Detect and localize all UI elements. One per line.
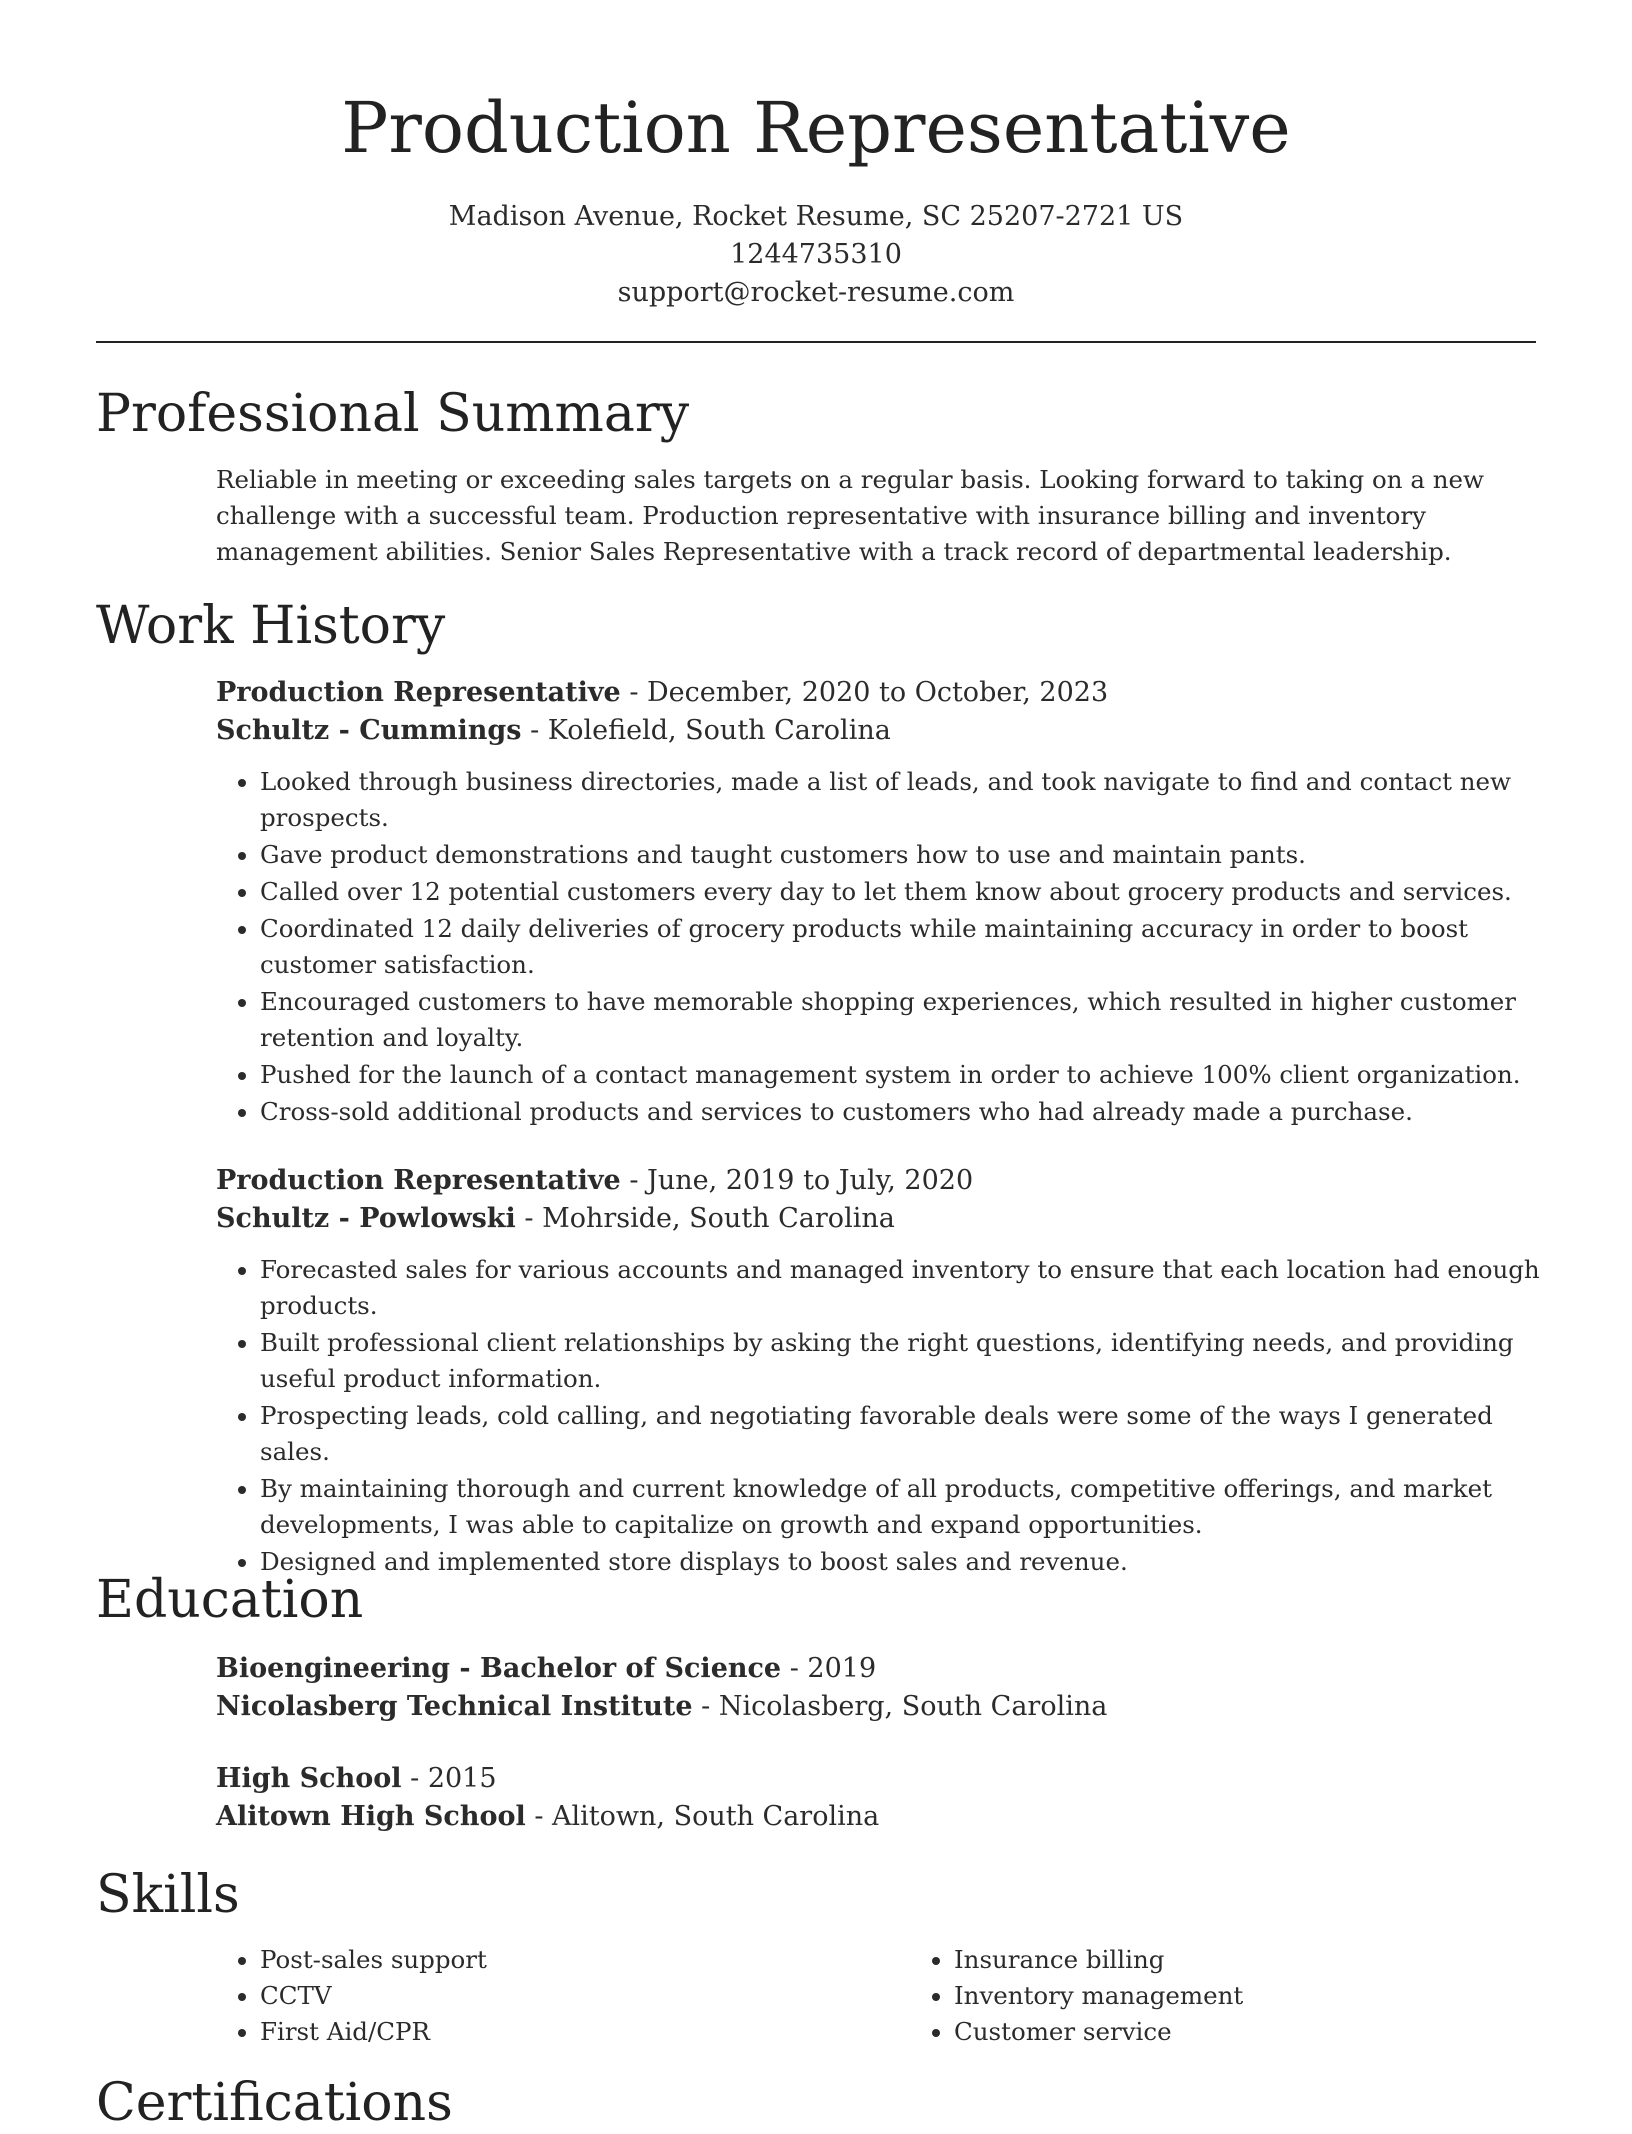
skills-column-right xyxy=(910,1942,1243,2050)
summary-section xyxy=(216,462,1546,570)
degree-line xyxy=(216,1650,1546,1688)
job-company: Schultz - Cummings xyxy=(216,715,522,746)
school-location: - Nicolasberg, South Carolina xyxy=(692,1691,1108,1722)
list-item: • Forecasted sales for various accounts and managed inventory to ensure that each location had enough products. xyxy=(260,1252,1546,1324)
list-item: • By maintaining thorough and current knowledge of all products, competitive offerings, and market developments, I was able to capitalize on growth and expand opportunities. xyxy=(260,1471,1546,1543)
list-item: • Looked through business directories, made a list of leads, and took navigate to find and contact new prospects. xyxy=(260,764,1546,836)
skill-item: • Customer service xyxy=(954,2014,1243,2050)
list-item: • Coordinated 12 daily deliveries of grocery products while maintaining accuracy in order to boost customer satisfaction. xyxy=(260,911,1546,983)
candidate-name: Production Representative xyxy=(341,87,1291,169)
certifications-heading: Certifications xyxy=(96,2073,453,2133)
summary-heading: Professional Summary xyxy=(96,384,690,444)
job-bullets xyxy=(216,1252,1546,1580)
work-history-heading: Work History xyxy=(96,596,446,656)
school-location: - Alitown, South Carolina xyxy=(525,1801,880,1832)
school: Nicolasberg Technical Institute xyxy=(216,1691,693,1722)
list-item: • Gave product demonstrations and taught customers how to use and maintain pants. xyxy=(260,837,1546,873)
job-company: Schultz - Powlowski xyxy=(216,1203,516,1234)
school-line xyxy=(216,1688,1546,1726)
list-item: • Called over 12 potential customers every day to let them know about grocery products and services. xyxy=(260,874,1546,910)
list-item: • Built professional client relationships by asking the right questions, identifying needs, and providing useful product information. xyxy=(260,1325,1546,1397)
contact-block xyxy=(96,198,1536,312)
resume-header xyxy=(96,80,1536,312)
list-item: • Cross-sold additional products and services to customers who had already made a purchase. xyxy=(260,1094,1546,1130)
skill-item: • Insurance billing xyxy=(954,1942,1243,1978)
skills-column-left xyxy=(216,1942,910,2050)
job-role: Production Representative xyxy=(216,1165,621,1196)
skill-item: • Post-sales support xyxy=(260,1942,910,1978)
job-company-line xyxy=(216,1200,1546,1238)
contact-phone: 1244735310 xyxy=(730,239,902,270)
job-title-line xyxy=(216,1162,1546,1200)
job-entry xyxy=(216,1162,1546,1581)
job-entry xyxy=(216,674,1546,1131)
education-heading: Education xyxy=(96,1570,364,1630)
skills-list xyxy=(216,1942,1546,2050)
skill-item: • First Aid/CPR xyxy=(260,2014,910,2050)
list-item: • Designed and implemented store displays to boost sales and revenue. xyxy=(260,1544,1546,1580)
job-role: Production Representative xyxy=(216,677,621,708)
summary-text: Reliable in meeting or exceeding sales targets on a regular basis. Looking forward to taking on a new challenge with a successful team. Production representative with insurance billing and inventory management abilities. Senior Sales Representative with a track record of departmental leadership. xyxy=(216,465,1484,566)
degree: High School xyxy=(216,1763,402,1794)
header-divider xyxy=(96,341,1536,343)
school-line xyxy=(216,1798,1546,1836)
job-dates: - December, 2020 to October, 2023 xyxy=(620,677,1109,708)
degree-line xyxy=(216,1760,1546,1798)
education-entry xyxy=(216,1650,1546,1726)
education-entry xyxy=(216,1760,1546,1836)
graduation-year: - 2019 xyxy=(781,1653,877,1684)
job-location: - Mohrside, South Carolina xyxy=(515,1203,895,1234)
list-item: • Pushed for the launch of a contact management system in order to achieve 100% client organization. xyxy=(260,1057,1546,1093)
job-location: - Kolefield, South Carolina xyxy=(521,715,891,746)
contact-email: support@rocket-resume.com xyxy=(617,277,1015,308)
job-dates: - June, 2019 to July, 2020 xyxy=(620,1165,974,1196)
job-bullets xyxy=(216,764,1546,1130)
contact-address: Madison Avenue, Rocket Resume, SC 25207-2721 US xyxy=(448,201,1184,232)
list-item: • Encouraged customers to have memorable shopping experiences, which resulted in higher customer retention and loyalty. xyxy=(260,984,1546,1056)
skill-item: • Inventory management xyxy=(954,1978,1243,2014)
job-company-line xyxy=(216,712,1546,750)
graduation-year: - 2015 xyxy=(401,1763,497,1794)
skills-heading: Skills xyxy=(96,1865,240,1925)
school: Alitown High School xyxy=(216,1801,526,1832)
degree: Bioengineering - Bachelor of Science xyxy=(216,1653,782,1684)
skill-item: • CCTV xyxy=(260,1978,910,2014)
job-title-line xyxy=(216,674,1546,712)
list-item: • Prospecting leads, cold calling, and negotiating favorable deals were some of the ways I generated sales. xyxy=(260,1398,1546,1470)
